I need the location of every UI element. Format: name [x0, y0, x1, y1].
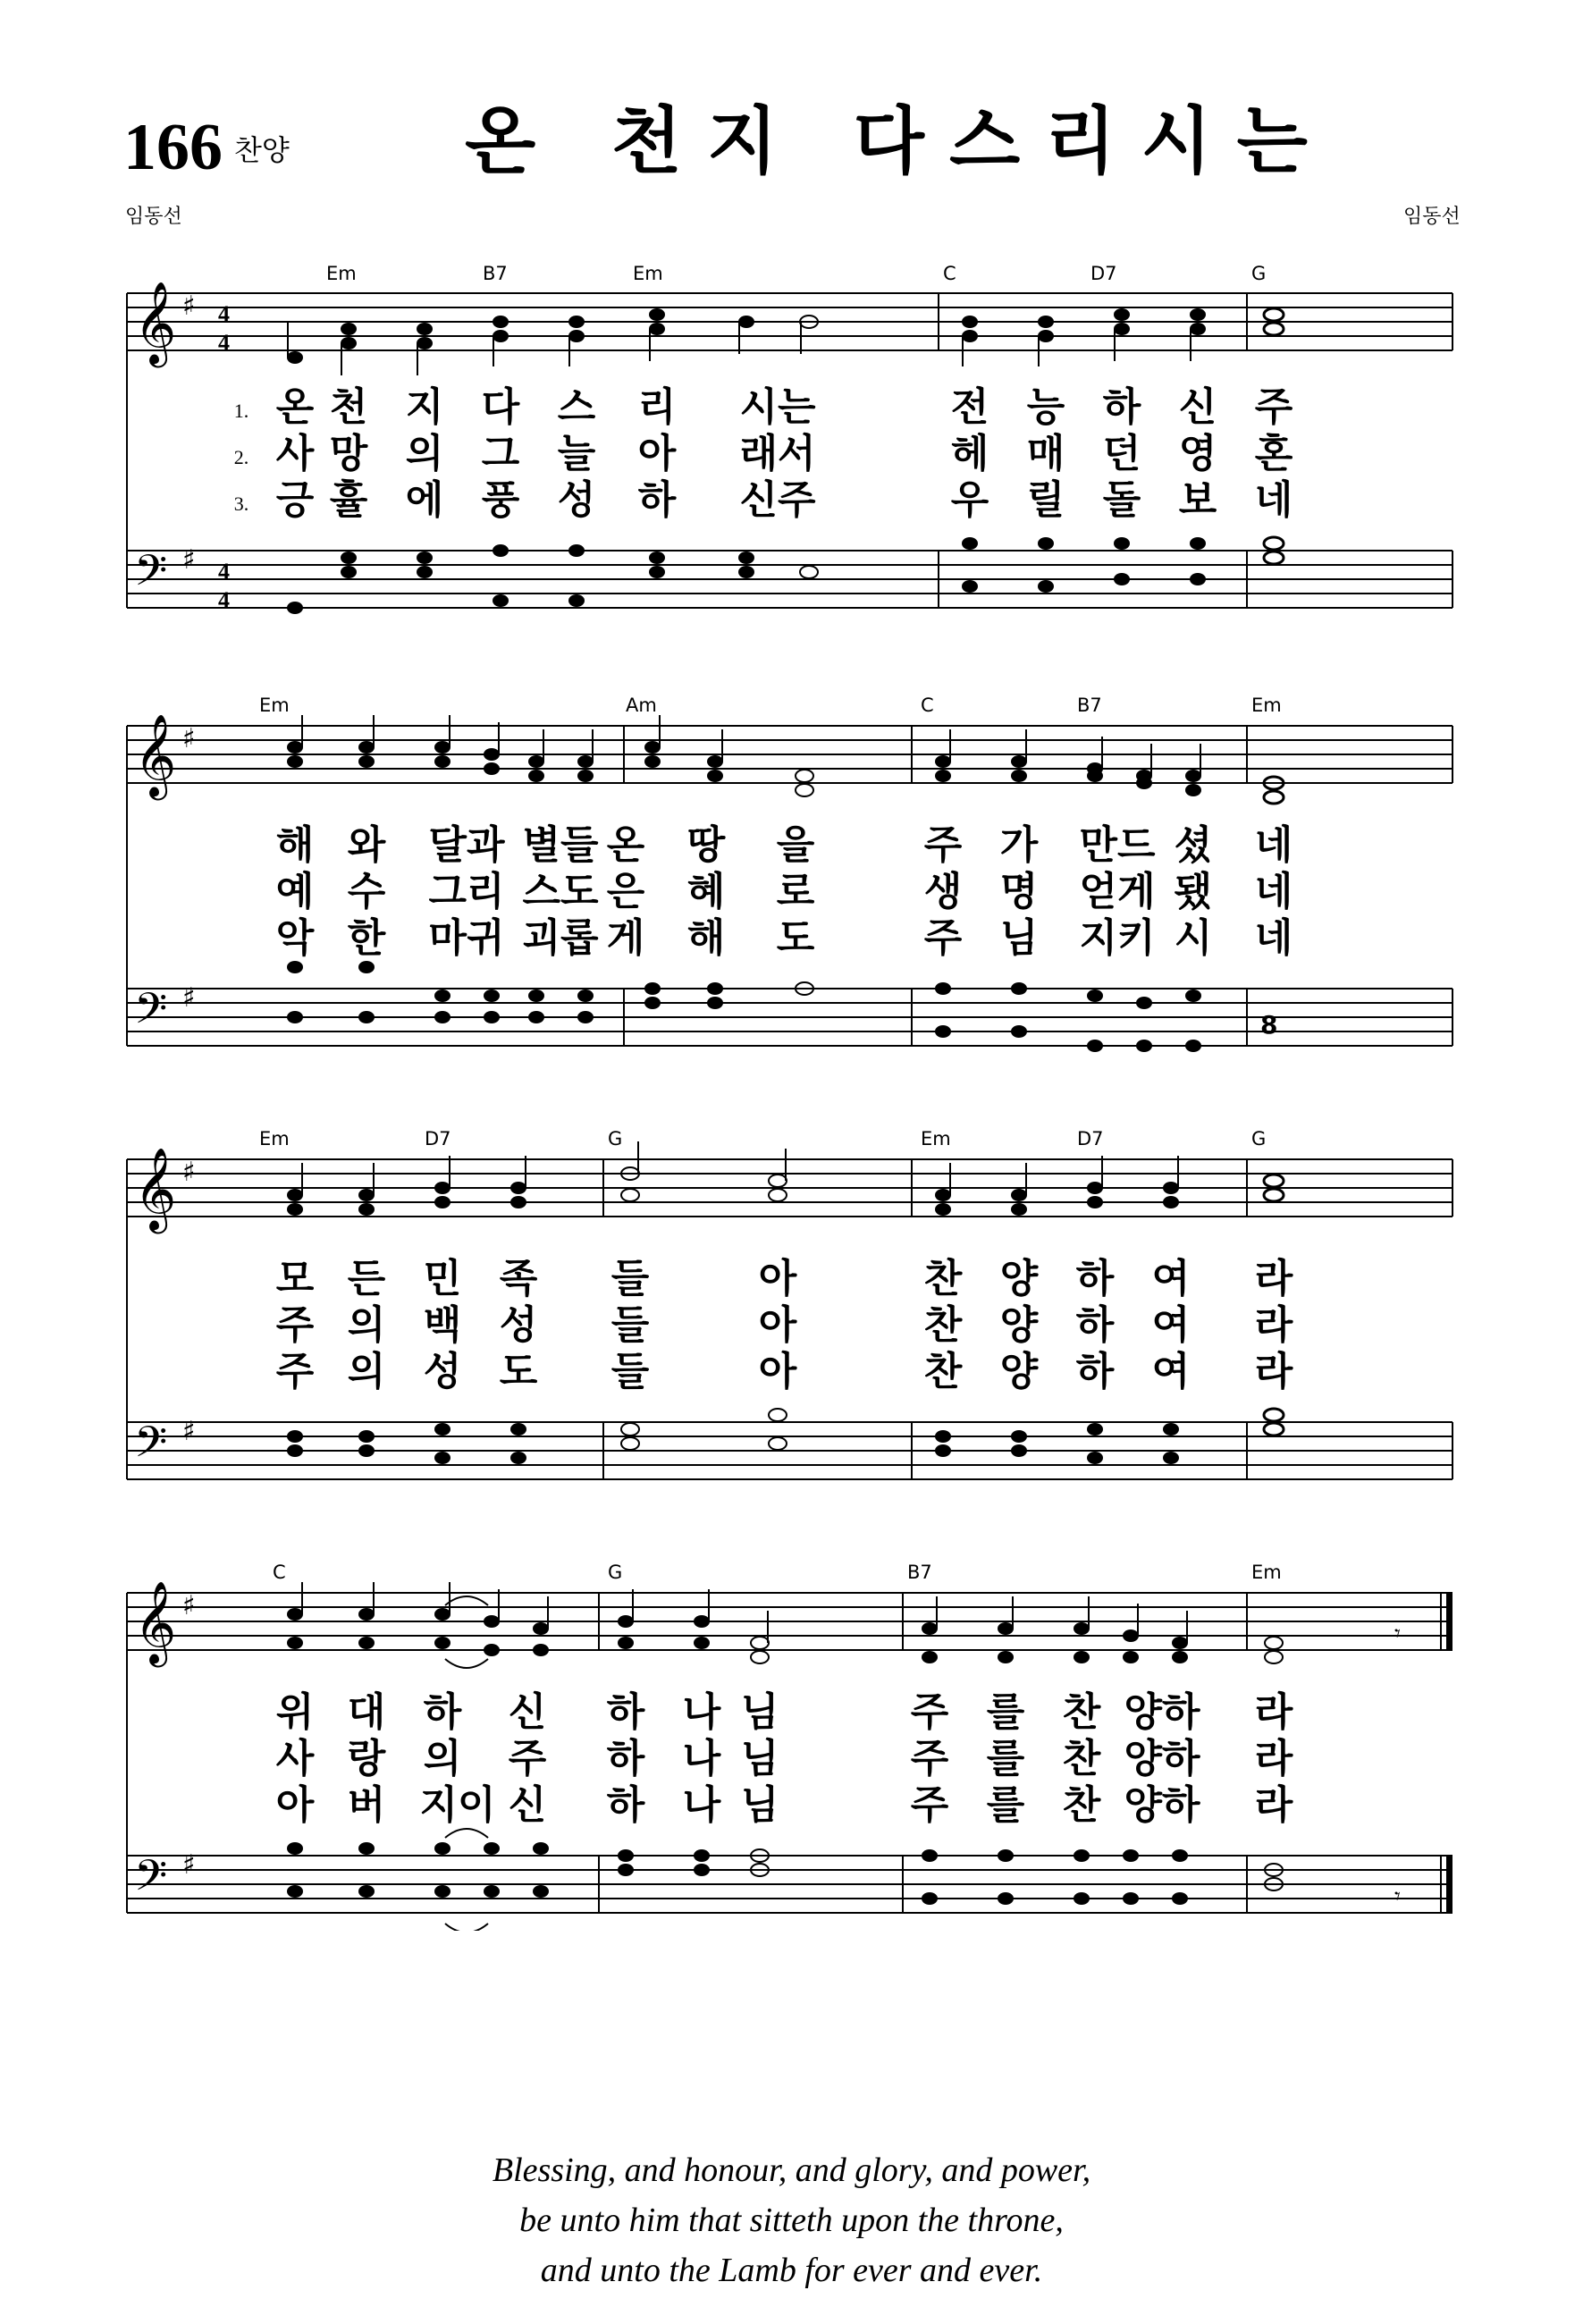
lyric-syllable: 나: [682, 1736, 721, 1781]
lyric-syllable: 들: [610, 1256, 650, 1301]
lyric-syllable: 들: [610, 1349, 650, 1394]
lyric-syllable: 리: [637, 384, 677, 430]
lyric-syllable: 백: [423, 1302, 462, 1348]
chord-symbol: Em: [326, 263, 357, 284]
lyric-syllable: 양: [999, 1349, 1039, 1394]
lyric-syllable: 님: [740, 1689, 779, 1735]
sharp-icon: ♯: [182, 290, 196, 322]
chord-symbol: Em: [1251, 695, 1282, 716]
bass-notes: [287, 537, 1206, 614]
lyric-syllable: 하: [606, 1782, 645, 1828]
lyric-syllable: 하: [606, 1689, 645, 1735]
lyric-syllable: 됐: [1174, 869, 1213, 914]
lyric-syllable: 와: [347, 822, 386, 868]
lyric-syllable: 나: [682, 1689, 721, 1735]
whole-note-chord: 8: [1260, 1010, 1278, 1040]
time-signature: 4: [218, 559, 230, 585]
lyrics-verse-3: [0, 914, 1583, 964]
lyric-syllable: 가: [999, 822, 1039, 868]
lyric-syllable: 찬: [923, 1302, 963, 1348]
lyric-syllable: 혼: [1254, 431, 1293, 476]
bass-clef-icon: 𝄢: [134, 545, 168, 606]
lyric-syllable: 사: [275, 1736, 315, 1781]
lyric-syllable: 신: [508, 1782, 547, 1828]
lyrics-verse-3: [0, 1347, 1583, 1397]
chord-symbol: Am: [626, 695, 657, 716]
chord-symbol: G: [1251, 263, 1267, 284]
lyric-syllable: 보: [1178, 477, 1217, 523]
chord-symbol: D7: [1090, 263, 1117, 284]
time-signature: 4: [218, 330, 230, 356]
lyric-syllable: 휼: [329, 477, 368, 523]
lyric-syllable: 주: [910, 1736, 949, 1781]
lyric-syllable: 찬: [1062, 1689, 1101, 1735]
lyric-syllable: 만드: [1079, 822, 1156, 868]
quote-line: be unto him that sitteth upon the throne,: [519, 2202, 1064, 2239]
lyric-syllable: 족: [499, 1256, 538, 1301]
tie: [445, 1659, 488, 1668]
lyric-syllable: 주: [1254, 384, 1293, 430]
lyric-syllable: 님: [740, 1782, 779, 1828]
lyric-syllable: 주: [923, 822, 963, 868]
lyric-syllable: 라: [1254, 1736, 1293, 1781]
eighth-rest-icon: 𝄾: [1394, 1621, 1401, 1647]
sharp-icon: ♯: [182, 544, 196, 576]
lyric-syllable: 주: [508, 1736, 547, 1781]
verse-number: 1.: [233, 400, 249, 422]
music-system-3: [0, 1122, 1583, 1497]
lyric-syllable: 시는: [739, 384, 816, 430]
lyric-syllable: 늘: [557, 431, 596, 476]
lyric-syllable: 네: [1254, 477, 1293, 523]
lyric-syllable: 위: [275, 1689, 315, 1735]
sharp-icon: ♯: [182, 1416, 196, 1447]
lyric-syllable: 찬: [923, 1349, 963, 1394]
lyric-syllable: 주: [910, 1782, 949, 1828]
chord-symbol: B7: [907, 1562, 932, 1583]
bass-clef-icon: 𝄢: [134, 1850, 168, 1911]
music-system-2: [0, 688, 1583, 1064]
treble-clef-icon: 𝄞: [134, 1580, 177, 1663]
lyric-syllable: 들: [610, 1302, 650, 1348]
chord-symbol: C: [943, 263, 956, 284]
lyric-syllable: 성: [499, 1302, 538, 1348]
lyric-syllable: 네: [1254, 915, 1293, 961]
lyric-syllable: 마귀: [428, 915, 505, 961]
lyric-syllable: 님: [999, 915, 1039, 961]
sharp-icon: ♯: [182, 1849, 196, 1881]
lyric-syllable: 괴롭: [522, 915, 599, 961]
chord-symbol: C: [921, 695, 934, 716]
lyric-syllable: 도: [776, 915, 815, 961]
lyric-syllable: 게: [606, 915, 645, 961]
lyrics-verse-3: [0, 476, 1583, 526]
lyrics-verse-3: [0, 1781, 1583, 1831]
chord-symbol: D7: [1077, 1128, 1104, 1149]
lyric-syllable: 신주: [739, 477, 816, 523]
lyric-syllable: 셨: [1174, 822, 1213, 868]
lyric-syllable: 별들: [522, 822, 599, 868]
chord-symbol: Em: [633, 263, 663, 284]
lyric-syllable: 그: [481, 431, 520, 476]
lyric-syllable: 네: [1254, 822, 1293, 868]
lyric-syllable: 든: [347, 1256, 386, 1301]
tie: [445, 1596, 488, 1605]
tie: [445, 1924, 488, 1931]
lyric-syllable: 돌: [1102, 477, 1141, 523]
lyric-syllable: 영: [1178, 431, 1217, 476]
lyric-syllable: 모: [275, 1256, 315, 1301]
lyrics-verse-2: [0, 1734, 1583, 1784]
lyric-syllable: 아: [758, 1256, 797, 1301]
time-signature: 4: [218, 301, 230, 327]
lyricist-credit: 임동선: [125, 206, 182, 228]
music-system-1: [0, 250, 1583, 626]
lyric-syllable: 라: [1254, 1349, 1293, 1394]
treble-clef-icon: 𝄞: [134, 281, 177, 364]
sharp-icon: ♯: [182, 723, 196, 754]
lyric-syllable: 네: [1254, 869, 1293, 914]
lyric-syllable: 라: [1254, 1256, 1293, 1301]
lyric-syllable: 대: [347, 1689, 386, 1735]
lyric-syllable: 로: [776, 869, 815, 914]
lyric-syllable: 달과: [428, 822, 505, 868]
chord-symbol: C: [273, 1562, 286, 1583]
lyric-syllable: 혜: [686, 869, 726, 914]
hymn-number: 166: [123, 111, 223, 184]
lyric-syllable: 사: [275, 431, 315, 476]
lyric-syllable: 주: [275, 1349, 315, 1394]
chord-symbol: G: [608, 1128, 623, 1149]
lyric-syllable: 신: [508, 1689, 547, 1735]
lyric-syllable: 주: [910, 1689, 949, 1735]
lyric-syllable: 라: [1254, 1782, 1293, 1828]
scripture-quote: [0, 2145, 1583, 2295]
lyrics-verse-1: [0, 1688, 1583, 1738]
lyric-syllable: 지키: [1079, 915, 1156, 961]
lyric-syllable: 매: [1026, 431, 1065, 476]
composer-credit: 임동선: [1403, 206, 1461, 228]
lyric-syllable: 민: [423, 1256, 462, 1301]
lyric-syllable: 하: [1075, 1256, 1115, 1301]
lyric-syllable: 천: [329, 384, 368, 430]
lyric-syllable: 땅: [686, 822, 726, 868]
lyric-syllable: 라: [1254, 1302, 1293, 1348]
lyric-syllable: 님: [740, 1736, 779, 1781]
time-signature: 4: [218, 587, 230, 613]
lyric-syllable: 성: [557, 477, 596, 523]
sharp-icon: ♯: [182, 1590, 196, 1621]
bass-notes: [287, 961, 1201, 1052]
lyric-syllable: 한: [347, 915, 386, 961]
lyric-syllable: 버: [347, 1782, 386, 1828]
lyric-syllable: 해: [686, 915, 726, 961]
lyric-syllable: 스도: [522, 869, 599, 914]
lyric-syllable: 나: [682, 1782, 721, 1828]
lyric-syllable: 지: [405, 384, 444, 430]
lyric-syllable: 찬: [1062, 1782, 1101, 1828]
chord-symbols: [326, 263, 1266, 284]
lyric-syllable: 악: [275, 915, 315, 961]
chord-symbol: Em: [921, 1128, 951, 1149]
lyric-syllable: 수: [347, 869, 386, 914]
lyric-syllable: 를: [986, 1782, 1025, 1828]
lyric-syllable: 성: [423, 1349, 462, 1394]
lyric-syllable: 하: [1075, 1302, 1115, 1348]
treble-clef-icon: 𝄞: [134, 1147, 177, 1230]
lyric-syllable: 래서: [739, 431, 816, 476]
lyric-syllable: 를: [986, 1736, 1025, 1781]
sharp-icon: ♯: [182, 982, 196, 1014]
lyric-syllable: 명: [999, 869, 1039, 914]
lyric-syllable: 를: [986, 1689, 1025, 1735]
lyric-syllable: 의: [405, 431, 444, 476]
lyric-syllable: 생: [923, 869, 963, 914]
lyrics-verse-1: [0, 821, 1583, 871]
lyrics-verse-1: [0, 1254, 1583, 1304]
lyric-syllable: 릴: [1026, 477, 1065, 523]
quote-line: Blessing, and honour, and glory, and power,: [492, 2151, 1091, 2189]
bass-clef-icon: 𝄢: [134, 1417, 168, 1478]
lyric-syllable: 여: [1151, 1256, 1191, 1301]
lyric-syllable: 은: [606, 869, 645, 914]
lyric-syllable: 던: [1102, 431, 1141, 476]
lyrics-verse-2: [0, 429, 1583, 479]
chord-symbol: Em: [259, 695, 290, 716]
lyric-syllable: 라: [1254, 1689, 1293, 1735]
lyric-syllable: 아: [275, 1782, 315, 1828]
lyric-syllable: 의: [423, 1736, 462, 1781]
lyric-syllable: 지이: [419, 1782, 496, 1828]
lyric-syllable: 전: [950, 384, 989, 430]
lyric-syllable: 주: [275, 1302, 315, 1348]
lyric-syllable: 아: [758, 1349, 797, 1394]
lyric-syllable: 주: [923, 915, 963, 961]
lyric-syllable: 신: [1178, 384, 1217, 430]
chord-symbol: G: [608, 1562, 623, 1583]
lyric-syllable: 하: [423, 1689, 462, 1735]
lyric-syllable: 다: [481, 384, 520, 430]
lyric-syllable: 하: [1075, 1349, 1115, 1394]
lyric-syllable: 온: [606, 822, 645, 868]
sharp-icon: ♯: [182, 1157, 196, 1188]
chord-symbol: Em: [1251, 1562, 1282, 1583]
lyric-syllable: 시: [1174, 915, 1213, 961]
lyric-syllable: 해: [275, 822, 315, 868]
lyric-syllable: 여: [1151, 1302, 1191, 1348]
chord-symbols: [259, 695, 1282, 716]
lyric-syllable: 풍: [481, 477, 520, 523]
verse-number: 2.: [233, 446, 249, 468]
lyric-syllable: 양: [999, 1302, 1039, 1348]
lyric-syllable: 양하: [1124, 1736, 1200, 1781]
lyric-syllable: 여: [1151, 1349, 1191, 1394]
lyric-syllable: 긍: [275, 477, 315, 523]
chord-symbol: D7: [425, 1128, 451, 1149]
quote-line: and unto the Lamb for ever and ever.: [540, 2252, 1043, 2289]
chord-symbol: G: [1251, 1128, 1267, 1149]
lyric-syllable: 스: [557, 384, 596, 430]
lyric-syllable: 아: [758, 1302, 797, 1348]
lyrics-verse-2: [0, 867, 1583, 917]
lyric-syllable: 헤: [950, 431, 989, 476]
lyric-syllable: 랑: [347, 1736, 386, 1781]
lyric-syllable: 예: [275, 869, 315, 914]
hymn-title: 온 천지 다스리시는: [465, 99, 1333, 184]
lyric-syllable: 능: [1026, 384, 1065, 430]
lyric-syllable: 하: [637, 477, 677, 523]
lyric-syllable: 도: [499, 1349, 538, 1394]
lyric-syllable: 얻게: [1079, 869, 1156, 914]
chord-symbols: [273, 1562, 1282, 1583]
lyric-syllable: 양하: [1124, 1782, 1200, 1828]
lyric-syllable: 그리: [428, 869, 505, 914]
lyric-syllable: 양: [999, 1256, 1039, 1301]
treble-notes: [287, 1182, 1179, 1216]
lyric-syllable: 양하: [1124, 1689, 1200, 1735]
lyric-syllable: 우: [950, 477, 989, 523]
lyric-syllable: 에: [405, 477, 444, 523]
bass-notes: [287, 1842, 1188, 1905]
chord-symbol: B7: [1077, 695, 1102, 716]
treble-clef-icon: 𝄞: [134, 713, 177, 796]
hymn-label: 찬양: [234, 133, 290, 167]
bass-notes: [287, 1423, 1179, 1464]
lyric-syllable: 아: [637, 431, 677, 476]
lyric-syllable: 망: [329, 431, 368, 476]
lyric-syllable: 온: [275, 384, 315, 430]
verse-number: 3.: [233, 493, 249, 515]
lyric-syllable: 을: [776, 822, 815, 868]
bass-clef-icon: 𝄢: [134, 983, 168, 1044]
chord-symbols: [259, 1128, 1266, 1149]
lyric-syllable: 의: [347, 1349, 386, 1394]
lyric-syllable: 하: [606, 1736, 645, 1781]
lyrics-verse-1: [0, 383, 1583, 433]
lyric-syllable: 의: [347, 1302, 386, 1348]
music-system-4: [0, 1555, 1583, 1931]
lyric-syllable: 찬: [1062, 1736, 1101, 1781]
eighth-rest-icon: 𝄾: [1394, 1883, 1401, 1910]
lyric-syllable: 찬: [923, 1256, 963, 1301]
chord-symbol: B7: [483, 263, 508, 284]
lyrics-verse-2: [0, 1301, 1583, 1351]
lyric-syllable: 하: [1102, 384, 1141, 430]
chord-symbol: Em: [259, 1128, 290, 1149]
